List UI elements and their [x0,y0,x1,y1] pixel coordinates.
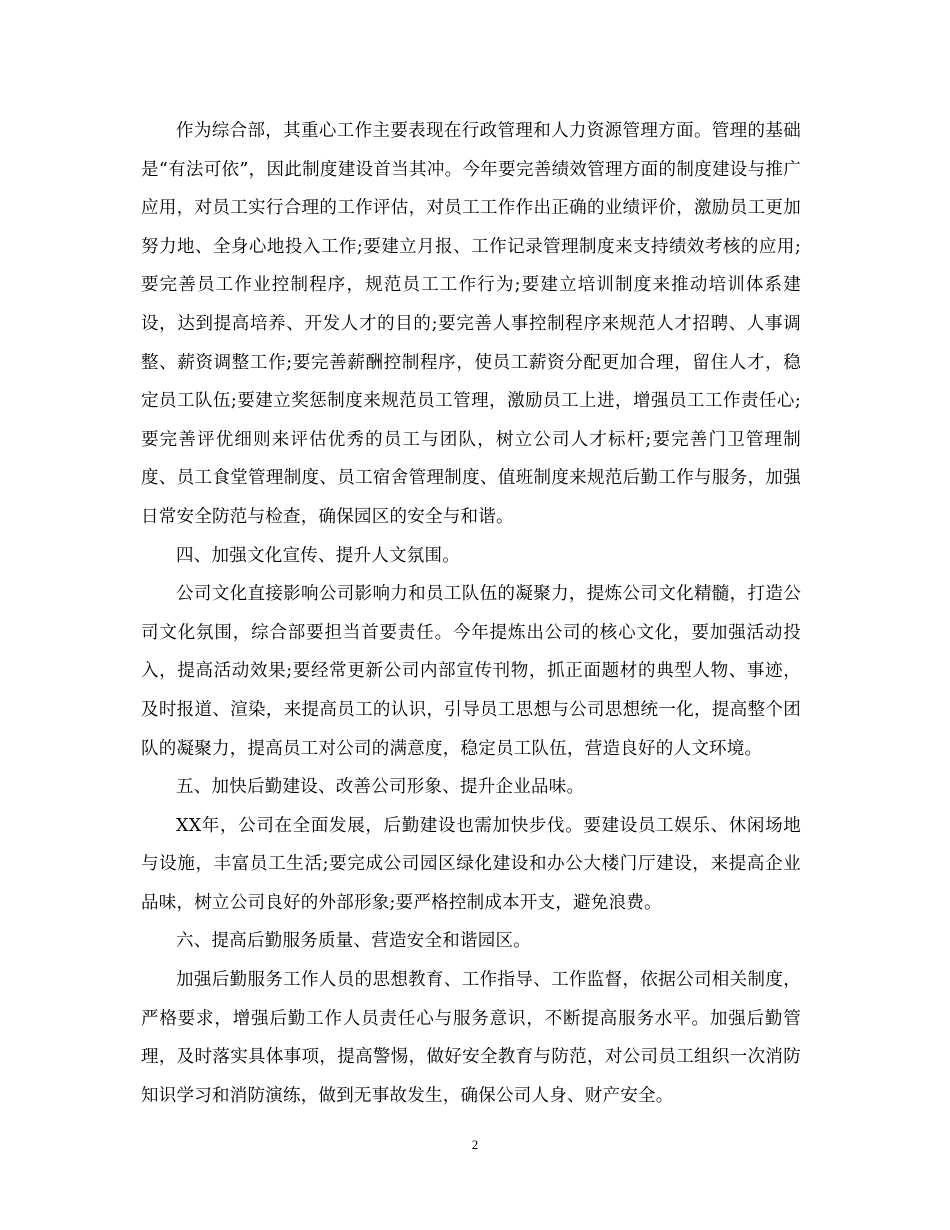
paragraph-logistics-construction: XX年，公司在全面发展，后勤建设也需加快步伐。要建设员工娱乐、休闲场地与设施，丰富员工生活;要完成公司园区绿化建设和办公大楼门厅建设，来提高企业品味，树立公司良好的外部形象;要严格控制成本开支，避免浪费。 [141,815,801,913]
section-heading-culture: 四、加强文化宣传、提升人文氛围。 [176,545,460,566]
page-number: 2 [471,1137,479,1152]
paragraph-logistics-service: 加强后勤服务工作人员的思想教育、工作指导、工作监督，依据公司相关制度，严格要求，增强后勤工作人员责任心与服务意识，不断提高服务水平。加强后勤管理，及时落实具体事项，提高警惕，做好安全教育与防范，对公司员工组织一次消防知识学习和消防演练，做到无事故发生，确保公司人身、财产安全。 [141,970,801,1106]
paragraph-admin-hr-systems: 作为综合部，其重心工作主要表现在行政管理和人力资源管理方面。管理的基础是“有法可依”，因此制度建设首当其冲。今年要完善绩效管理方面的制度建设与推广应用，对员工实行合理的工作评估，对员工工作作出正确的业绩评价，激励员工更加努力地、全身心地投入工作;要建立月报、工作记录管理制度来支持绩效考核的应用;要完善员工作业控制程序，规范员工工作行为;要建立培训制度来推动培训体系建设，达到提高培养、开发人才的目的;要完善人事控制程序来规范人才招聘、人事调整、薪资调整工作;要完善薪酬控制程序，使员工薪资分配更加合理，留住人才，稳定员工队伍;要建立奖惩制度来规范员工管理，激励员工上进，增强员工工作责任心;要完善评优细则来评估优秀的员工与团队，树立公司人才标杆;要完善门卫管理制度、员工食堂管理制度、员工宿舍管理制度、值班制度来规范后勤工作与服务，加强日常安全防范与检查，确保园区的安全与和谐。 [141,121,801,527]
paragraph-culture: 公司文化直接影响公司影响力和员工队伍的凝聚力，提炼公司文化精髓，打造公司文化氛围，综合部要担当首要责任。今年提炼出公司的核心文化，要加强活动投入，提高活动效果;要经常更新公司内部宣传刊物，抓正面题材的典型人物、事迹，及时报道、渲染，来提高员工的认识，引导员工思想与公司思想统一化，提高整个团队的凝聚力，提高员工对公司的满意度，稳定员工队伍，营造良好的人文环境。 [141,584,801,759]
section-heading-logistics-construction: 五、加快后勤建设、改善公司形象、提升企业品味。 [176,777,585,798]
section-heading-logistics-service: 六、提高后勤服务质量、营造安全和谐园区。 [176,931,531,952]
document-body [141,112,801,1115]
